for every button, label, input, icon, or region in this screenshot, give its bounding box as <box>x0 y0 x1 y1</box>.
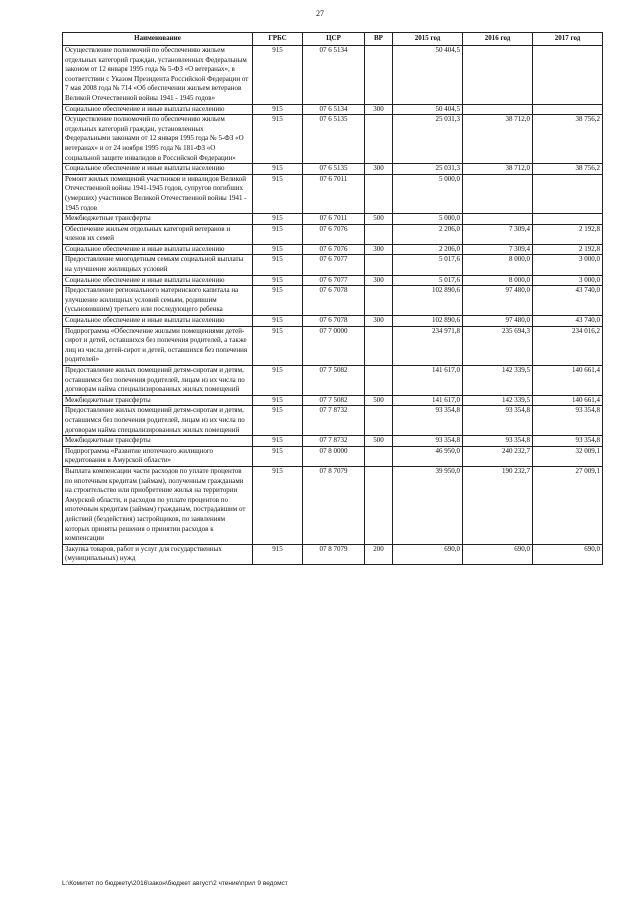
row-name: Межбюджетные трансферты <box>63 436 253 447</box>
table-row <box>63 46 603 105</box>
row-2016 <box>463 174 533 213</box>
row-vr <box>365 446 393 466</box>
row-csr: 07 7 8732 <box>303 406 365 436</box>
table-row <box>63 544 603 564</box>
row-vr: 300 <box>365 244 393 255</box>
row-vr <box>365 406 393 436</box>
row-name: Межбюджетные трансферты <box>63 214 253 225</box>
table-row <box>63 286 603 316</box>
row-grbs: 915 <box>253 466 303 544</box>
row-grbs: 915 <box>253 544 303 564</box>
row-2015: 2 206,0 <box>393 244 463 255</box>
row-name: Выплата компенсации части расходов по уплате процентов по ипотечным кредитам (займам), полученным гражданами на строительство или приобретение жилья на территории Амурской области, и расходов по уплате процентов по ипотечным кредитам (займам) гражданам, пострадавшим от действий (бездействия) застройщиков, по заявлениям которых приняты решения о принятии расходов к компенсации <box>63 466 253 544</box>
row-csr: 07 8 7079 <box>303 544 365 564</box>
header-2017: 2017 год <box>533 33 603 46</box>
row-2015: 2 206,0 <box>393 224 463 244</box>
row-2015: 93 354,8 <box>393 436 463 447</box>
row-2016: 7 309,4 <box>463 244 533 255</box>
budget-table <box>62 32 603 565</box>
row-csr: 07 6 5135 <box>303 115 365 164</box>
row-2017: 38 756,2 <box>533 164 603 175</box>
row-grbs: 915 <box>253 326 303 365</box>
row-2016: 97 480,0 <box>463 286 533 316</box>
row-vr: 500 <box>365 436 393 447</box>
row-2015: 93 354,8 <box>393 406 463 436</box>
row-2017: 3 000,0 <box>533 255 603 275</box>
row-2015: 5 017,6 <box>393 255 463 275</box>
row-grbs: 915 <box>253 214 303 225</box>
row-name: Обеспечение жильем отдельных категорий ветеранов и членов их семей <box>63 224 253 244</box>
row-2016: 38 712,0 <box>463 164 533 175</box>
row-2015: 102 890,6 <box>393 286 463 316</box>
row-2016: 7 309,4 <box>463 224 533 244</box>
table-row <box>63 406 603 436</box>
row-name: Предоставление регионального материнского капитала на улучшение жилищных условий семьям, родившим (усыновившим) третьего или последующего ребенка <box>63 286 253 316</box>
row-csr: 07 6 7076 <box>303 224 365 244</box>
row-grbs: 915 <box>253 286 303 316</box>
row-2015: 690,0 <box>393 544 463 564</box>
row-csr: 07 7 8732 <box>303 436 365 447</box>
row-name: Осуществление полномочий по обеспечению жильем отдельных категорий граждан, установленных Федеральным законом от 12 января 1995 года № 5-ФЗ «О ветеранах», в соответствии с Указом Президента Российской Федерации от 7 мая 2008 года № 714 «Об обеспечении жильем ветеранов Великой Отечественной войны 1941 - 1945 годов» <box>63 46 253 105</box>
row-2017: 93 354,8 <box>533 406 603 436</box>
row-csr: 07 6 7076 <box>303 244 365 255</box>
row-grbs: 915 <box>253 46 303 105</box>
row-grbs: 915 <box>253 436 303 447</box>
row-name: Социальное обеспечение и иные выплаты населению <box>63 316 253 327</box>
row-2016 <box>463 104 533 115</box>
row-name: Подпрограмма «Развитие ипотечного жилищного кредитования в Амурской области» <box>63 446 253 466</box>
row-grbs: 915 <box>253 395 303 406</box>
table-row <box>63 366 603 396</box>
row-vr: 500 <box>365 395 393 406</box>
row-2016: 93 354,8 <box>463 436 533 447</box>
table-row <box>63 255 603 275</box>
row-vr <box>365 466 393 544</box>
table-row <box>63 174 603 213</box>
row-2017: 38 756,2 <box>533 115 603 164</box>
table-row <box>63 275 603 286</box>
table-header-row <box>63 33 603 46</box>
row-2016 <box>463 46 533 105</box>
row-2017: 32 009,1 <box>533 446 603 466</box>
row-name: Ремонт жилых помещений участников и инвалидов Великой Отечественной войны 1941-1945 годов, супругов погибших (умерших) участников Великой Отечественной войны 1941 - 1945 годов <box>63 174 253 213</box>
table-row <box>63 115 603 164</box>
row-2016: 235 694,3 <box>463 326 533 365</box>
header-2016: 2016 год <box>463 33 533 46</box>
row-2016: 97 480,0 <box>463 316 533 327</box>
row-vr: 300 <box>365 164 393 175</box>
row-name: Социальное обеспечение и иные выплаты населению <box>63 244 253 255</box>
row-2017: 43 740,0 <box>533 316 603 327</box>
table-row <box>63 164 603 175</box>
row-vr: 300 <box>365 316 393 327</box>
row-2015: 5 000,0 <box>393 214 463 225</box>
row-vr <box>365 255 393 275</box>
row-grbs: 915 <box>253 316 303 327</box>
row-2015: 5 017,6 <box>393 275 463 286</box>
row-vr <box>365 366 393 396</box>
row-grbs: 915 <box>253 244 303 255</box>
table-row <box>63 104 603 115</box>
row-name: Предоставление жилых помещений детям-сиротам и детям, оставшимся без попечения родителей, лицам из их числа по договорам найма специализированных жилых помещений <box>63 366 253 396</box>
row-vr <box>365 174 393 213</box>
row-2017 <box>533 174 603 213</box>
row-grbs: 915 <box>253 224 303 244</box>
table-row <box>63 326 603 365</box>
row-2017: 93 354,8 <box>533 436 603 447</box>
row-2016: 8 000,0 <box>463 255 533 275</box>
row-name: Закупка товаров, работ и услуг для государственных (муниципальных) нужд <box>63 544 253 564</box>
row-name: Осуществление полномочий по обеспечению жильем отдельных категорий граждан, установленных Федеральными законами от 12 января 1995 года № 5-ФЗ «О ветеранах» и от 24 ноября 1995 года № 181-ФЗ «О социальной защите инвалидов в Российской Федерации» <box>63 115 253 164</box>
header-csr: ЦСР <box>303 33 365 46</box>
row-2016: 93 354,8 <box>463 406 533 436</box>
table-row <box>63 316 603 327</box>
row-csr: 07 6 7011 <box>303 174 365 213</box>
row-name: Социальное обеспечение и иные выплаты населению <box>63 275 253 286</box>
row-2016 <box>463 214 533 225</box>
row-2017: 43 740,0 <box>533 286 603 316</box>
row-csr: 07 6 7077 <box>303 255 365 275</box>
row-2016: 190 232,7 <box>463 466 533 544</box>
row-grbs: 915 <box>253 275 303 286</box>
table-row <box>63 244 603 255</box>
row-grbs: 915 <box>253 255 303 275</box>
row-2017 <box>533 214 603 225</box>
row-vr <box>365 326 393 365</box>
row-vr <box>365 46 393 105</box>
row-2015: 25 031,3 <box>393 164 463 175</box>
row-2015: 141 617,0 <box>393 366 463 396</box>
row-grbs: 915 <box>253 446 303 466</box>
header-vr: ВР <box>365 33 393 46</box>
row-csr: 07 6 7011 <box>303 214 365 225</box>
row-vr: 200 <box>365 544 393 564</box>
header-2015: 2015 год <box>393 33 463 46</box>
row-csr: 07 8 0000 <box>303 446 365 466</box>
row-2017: 140 661,4 <box>533 395 603 406</box>
row-2017 <box>533 46 603 105</box>
row-grbs: 915 <box>253 366 303 396</box>
header-grbs: ГРБС <box>253 33 303 46</box>
table-row <box>63 446 603 466</box>
table-row <box>63 436 603 447</box>
table-row <box>63 214 603 225</box>
row-grbs: 915 <box>253 115 303 164</box>
table-row <box>63 395 603 406</box>
row-vr: 500 <box>365 214 393 225</box>
row-vr <box>365 224 393 244</box>
row-2017: 2 192,8 <box>533 244 603 255</box>
row-vr: 300 <box>365 104 393 115</box>
row-vr: 300 <box>365 275 393 286</box>
row-2017: 140 661,4 <box>533 366 603 396</box>
row-2015: 234 971,8 <box>393 326 463 365</box>
row-grbs: 915 <box>253 406 303 436</box>
table-row <box>63 224 603 244</box>
row-csr: 07 8 7079 <box>303 466 365 544</box>
row-name: Социальное обеспечение и иные выплаты населению <box>63 104 253 115</box>
row-name: Предоставление жилых помещений детям-сиротам и детям, оставшимся без попечения родителей, лицам из их числа по договорам найма специализированных жилых помещений <box>63 406 253 436</box>
footer-file-path: L:\Комитет по бюджету\2016\закон\бюджет август\2 чтение\прил 9 ведомст <box>62 880 288 887</box>
row-2015: 39 950,0 <box>393 466 463 544</box>
row-2015: 102 890,6 <box>393 316 463 327</box>
row-csr: 07 6 5135 <box>303 164 365 175</box>
row-csr: 07 7 0000 <box>303 326 365 365</box>
row-2016: 240 232,7 <box>463 446 533 466</box>
row-csr: 07 6 5134 <box>303 46 365 105</box>
row-csr: 07 6 7078 <box>303 316 365 327</box>
row-2016: 142 339,5 <box>463 366 533 396</box>
row-2015: 5 000,0 <box>393 174 463 213</box>
row-csr: 07 6 7078 <box>303 286 365 316</box>
row-2015: 50 404,5 <box>393 46 463 105</box>
row-2017 <box>533 104 603 115</box>
row-2017: 2 192,8 <box>533 224 603 244</box>
row-2017: 234 016,2 <box>533 326 603 365</box>
row-grbs: 915 <box>253 174 303 213</box>
row-name: Межбюджетные трансферты <box>63 395 253 406</box>
row-2016: 690,0 <box>463 544 533 564</box>
row-2015: 25 031,3 <box>393 115 463 164</box>
row-csr: 07 7 5082 <box>303 395 365 406</box>
row-grbs: 915 <box>253 104 303 115</box>
page-number: 27 <box>316 9 324 18</box>
row-grbs: 915 <box>253 164 303 175</box>
header-name: Наименование <box>63 33 253 46</box>
row-csr: 07 7 5082 <box>303 366 365 396</box>
row-2017: 3 000,0 <box>533 275 603 286</box>
table-row <box>63 466 603 544</box>
row-csr: 07 6 5134 <box>303 104 365 115</box>
row-2015: 46 950,0 <box>393 446 463 466</box>
row-2016: 38 712,0 <box>463 115 533 164</box>
row-vr <box>365 286 393 316</box>
row-2017: 690,0 <box>533 544 603 564</box>
row-2017: 27 009,1 <box>533 466 603 544</box>
row-name: Подпрограмма «Обеспечение жилыми помещениями детей-сирот и детей, оставшихся без попечения родителей, а также лиц из числа детей-сирот и детей, оставшихся без попечения родителей» <box>63 326 253 365</box>
row-2016: 8 000,0 <box>463 275 533 286</box>
row-csr: 07 6 7077 <box>303 275 365 286</box>
row-2015: 141 617,0 <box>393 395 463 406</box>
row-name: Социальное обеспечение и иные выплаты населению <box>63 164 253 175</box>
row-name: Предоставление многодетным семьям социальной выплаты на улучшение жилищных условий <box>63 255 253 275</box>
row-2016: 142 339,5 <box>463 395 533 406</box>
row-2015: 50 404,5 <box>393 104 463 115</box>
row-vr <box>365 115 393 164</box>
